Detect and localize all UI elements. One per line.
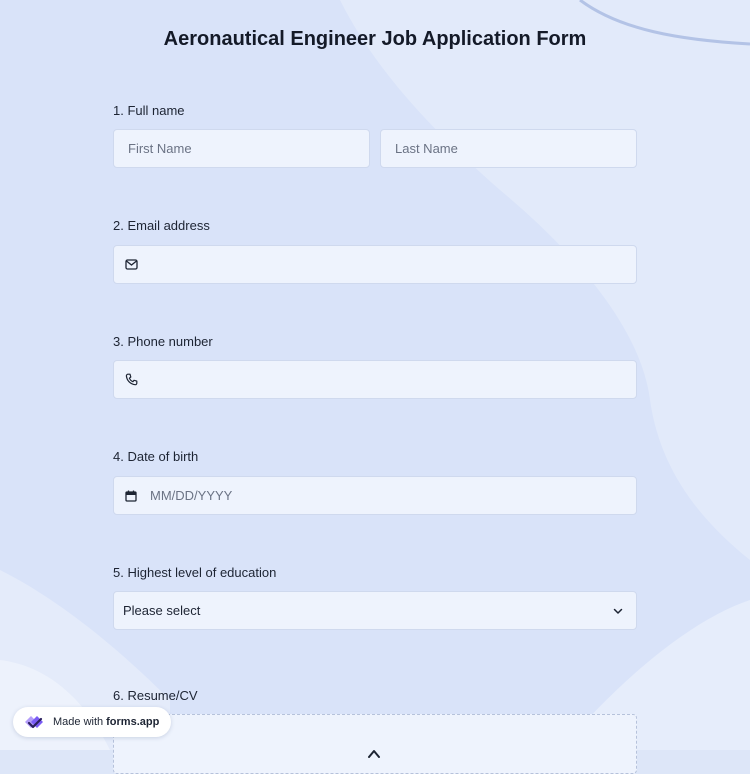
phone-input[interactable] <box>113 360 637 399</box>
first-name-placeholder: First Name <box>128 141 192 156</box>
form-title: Aeronautical Engineer Job Application Form <box>163 28 587 50</box>
email-input[interactable] <box>113 245 637 284</box>
question-label-full-name: 1. Full name <box>113 103 185 118</box>
phone-icon <box>124 373 138 387</box>
question-label-education: 5. Highest level of education <box>113 565 277 580</box>
first-name-input[interactable] <box>113 129 370 168</box>
question-label-phone: 3. Phone number <box>113 334 213 349</box>
education-select[interactable] <box>113 591 637 630</box>
question-label-resume: 6. Resume/CV <box>113 688 198 703</box>
date-of-birth-placeholder: MM/DD/YYYY <box>150 488 233 503</box>
badge-prefix: Made with <box>53 716 104 728</box>
chevron-down-icon <box>612 605 624 617</box>
upload-icon <box>366 745 382 763</box>
mail-icon <box>124 258 138 272</box>
date-of-birth-input[interactable] <box>113 476 637 515</box>
badge-brand: forms.app <box>106 716 160 728</box>
made-with-badge[interactable] <box>13 707 171 737</box>
last-name-placeholder: Last Name <box>395 141 458 156</box>
forms-app-logo-icon <box>19 708 47 736</box>
last-name-input[interactable] <box>380 129 637 168</box>
education-selected-value: Please select <box>123 603 201 618</box>
resume-upload-area[interactable] <box>113 714 637 774</box>
calendar-icon <box>124 489 138 503</box>
question-label-email: 2. Email address <box>113 218 210 233</box>
question-label-date-of-birth: 4. Date of birth <box>113 449 199 464</box>
